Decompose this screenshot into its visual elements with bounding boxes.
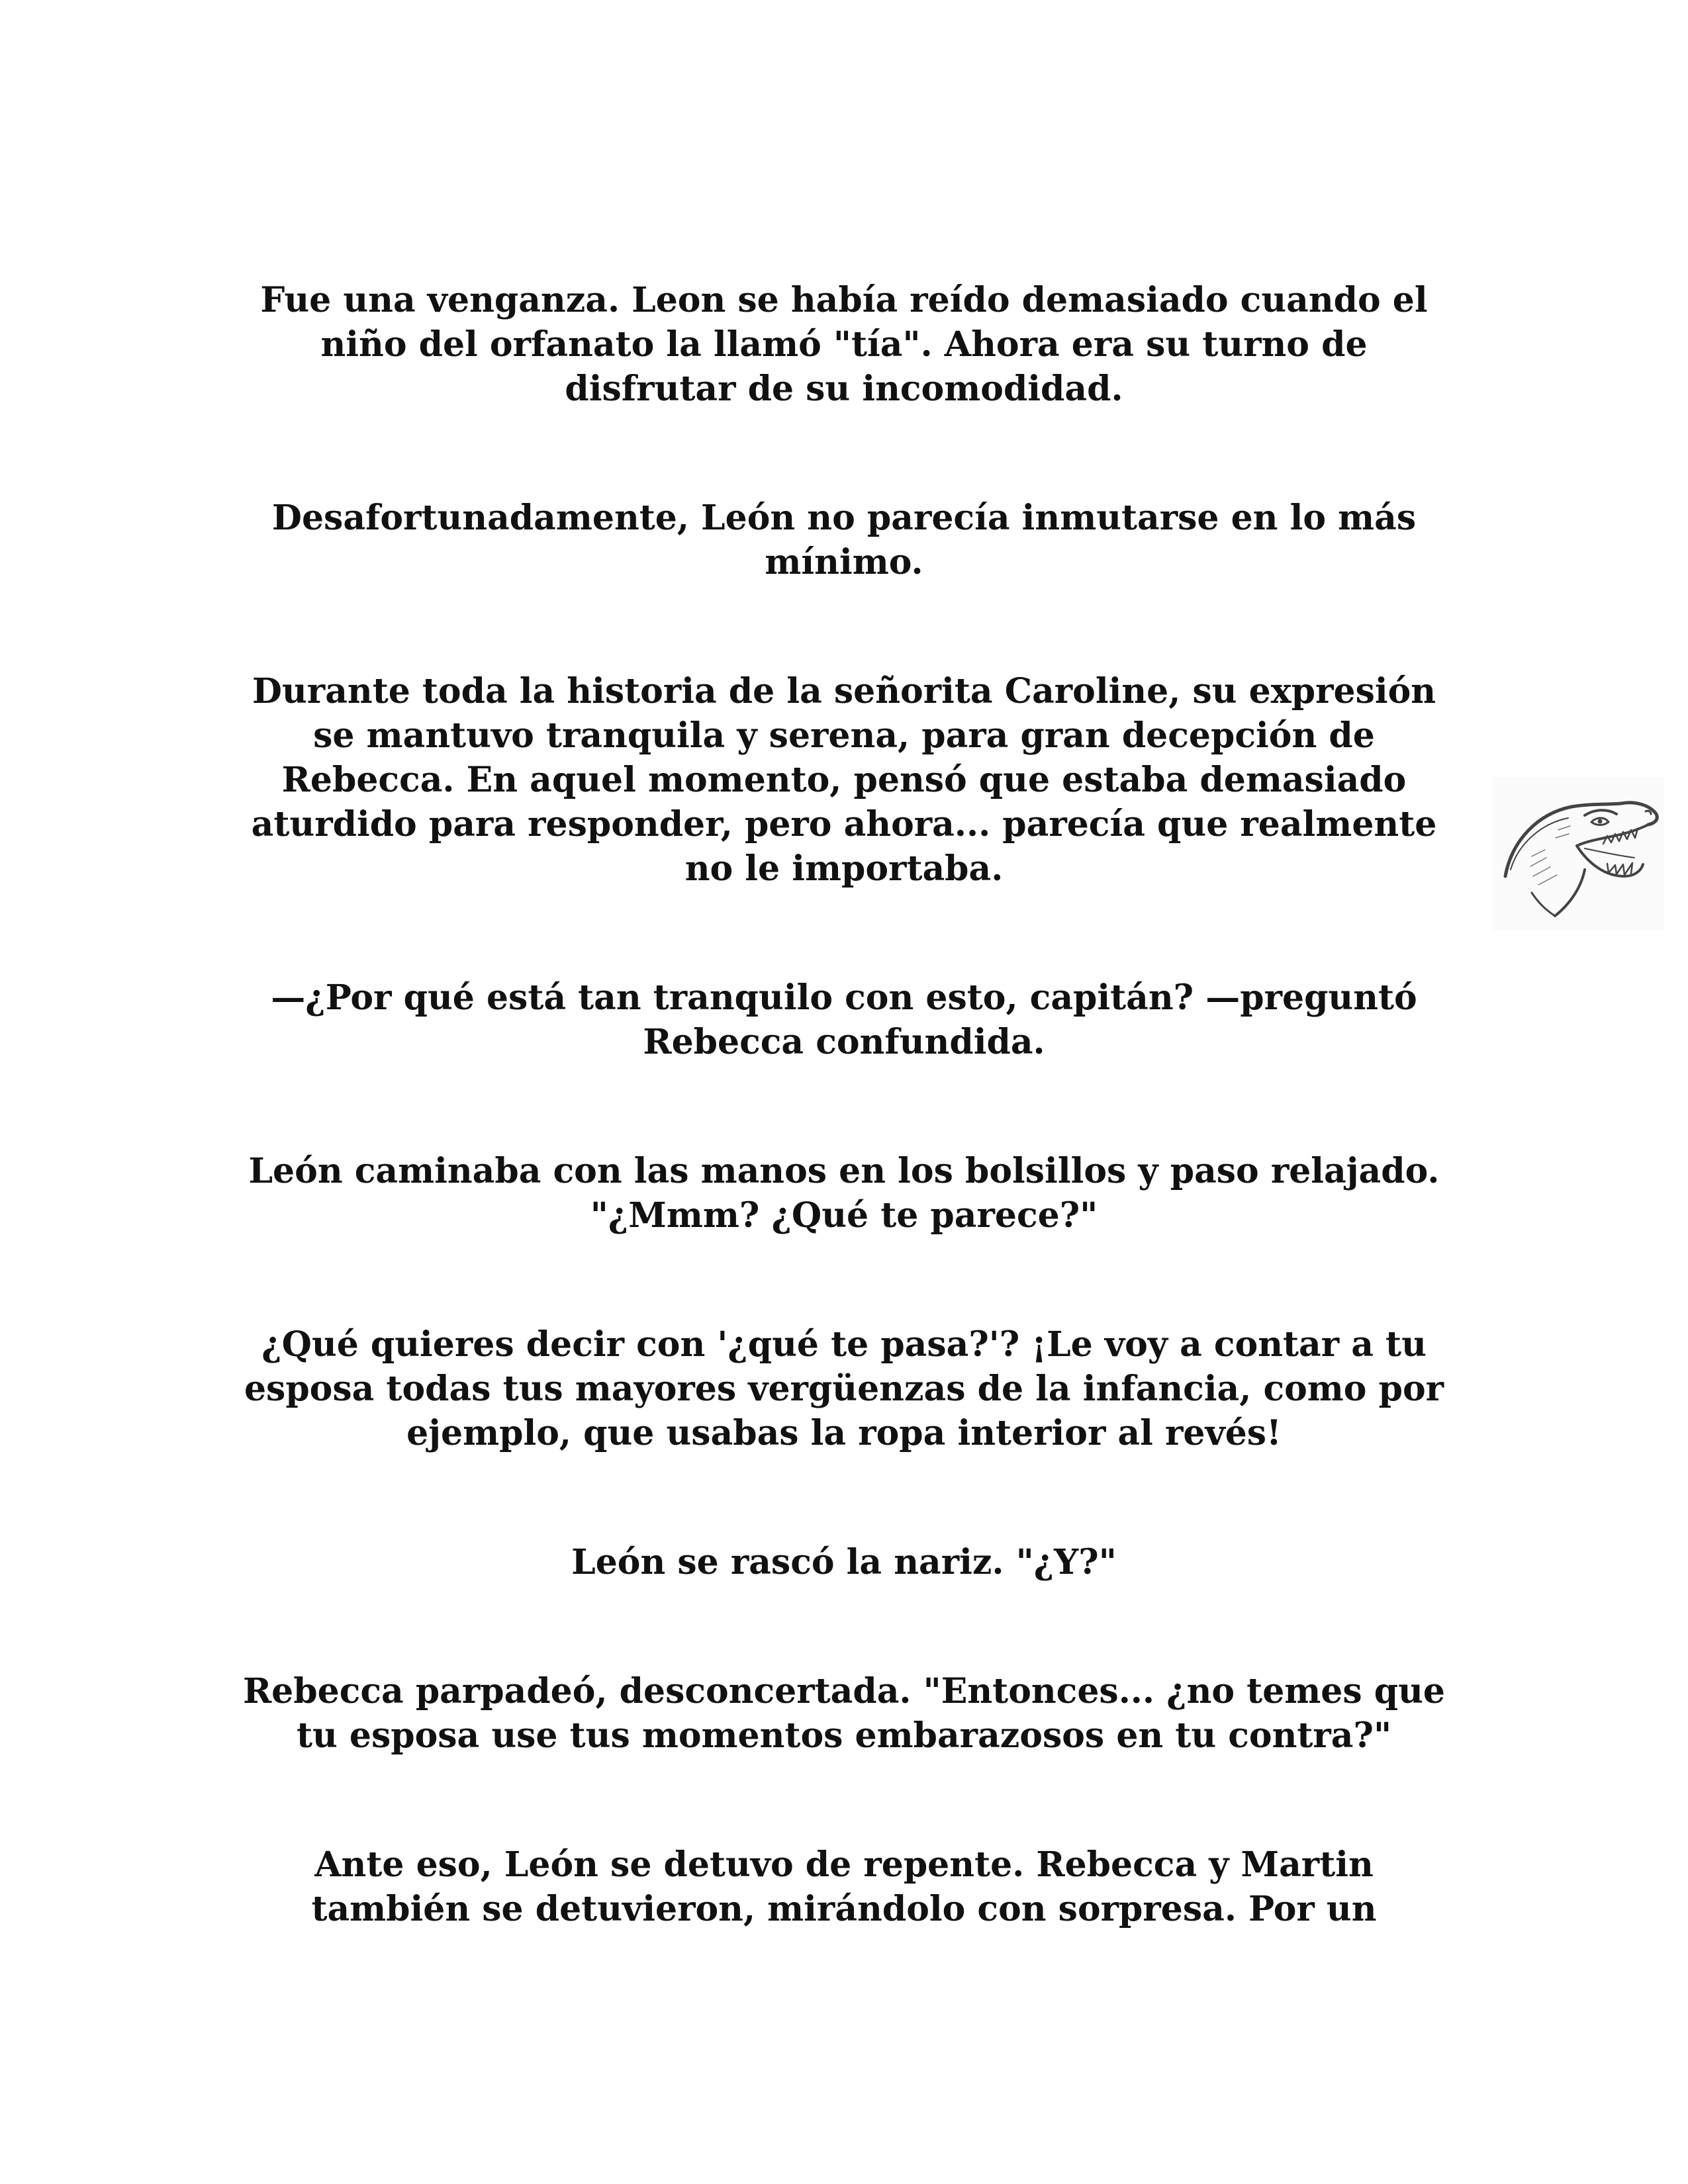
text-line: Rebecca parpadeó, desconcertada. "Entonces... ¿no temes que bbox=[242, 1671, 1446, 1711]
text-line: ejemplo, que usabas la ropa interior al revés! bbox=[406, 1413, 1282, 1453]
text-line: disfrutar de su incomodidad. bbox=[565, 369, 1123, 409]
text-line: ¿Qué quieres decir con '¿qué te pasa?'? ¡Le voy a contar a tu bbox=[261, 1324, 1427, 1365]
story-text bbox=[225, 278, 1463, 1931]
paragraph-gap bbox=[225, 891, 1463, 976]
text-line: Rebecca confundida. bbox=[643, 1022, 1045, 1062]
paragraph bbox=[225, 1669, 1463, 1758]
text-line: esposa todas tus mayores vergüenzas de la infancia, como por bbox=[244, 1369, 1444, 1409]
text-line: Desafortunadamente, León no parecía inmutarse en lo más bbox=[271, 498, 1417, 538]
text-line: —¿Por qué está tan tranquilo con esto, capitán? —preguntó bbox=[271, 978, 1417, 1018]
paragraph bbox=[225, 278, 1463, 411]
text-line: León caminaba con las manos en los bolsillos y paso relajado. bbox=[248, 1151, 1440, 1191]
dinosaur-head-sketch-icon bbox=[1492, 777, 1664, 931]
text-line: niño del orfanato la llamó "tía". Ahora era su turno de bbox=[320, 324, 1368, 365]
text-line: no le importaba. bbox=[684, 848, 1004, 889]
paragraph-gap bbox=[225, 411, 1463, 496]
text-line: "¿Mmm? ¿Qué te parece?" bbox=[590, 1195, 1098, 1236]
paragraph-gap bbox=[225, 584, 1463, 669]
text-line: Durante toda la historia de la señorita Caroline, su expresión bbox=[252, 671, 1436, 711]
text-line: se mantuvo tranquila y serena, para gran decepción de bbox=[313, 715, 1375, 756]
text-line: también se detuvieron, mirándolo con sorpresa. Por un bbox=[311, 1889, 1377, 1929]
paragraph bbox=[225, 976, 1463, 1064]
text-line: tu esposa use tus momentos embarazosos en tu contra?" bbox=[296, 1715, 1392, 1756]
paragraph bbox=[225, 1540, 1463, 1584]
text-line: mínimo. bbox=[765, 542, 923, 582]
paragraph-gap bbox=[225, 1584, 1463, 1669]
paragraph-gap bbox=[225, 1238, 1463, 1322]
paragraph bbox=[225, 1843, 1463, 1931]
paragraph-gap bbox=[225, 1455, 1463, 1540]
text-line: León se rascó la nariz. "¿Y?" bbox=[571, 1542, 1117, 1582]
paragraph-gap bbox=[225, 1758, 1463, 1843]
paragraph bbox=[225, 1149, 1463, 1238]
paragraph bbox=[225, 496, 1463, 584]
text-line: Fue una venganza. Leon se había reído demasiado cuando el bbox=[260, 280, 1428, 320]
text-line: aturdido para responder, pero ahora... parecía que realmente bbox=[251, 804, 1437, 844]
text-line: Ante eso, León se detuvo de repente. Rebecca y Martin bbox=[314, 1844, 1374, 1885]
paragraph-gap bbox=[225, 1064, 1463, 1149]
paragraph bbox=[225, 1322, 1463, 1455]
text-line: Rebecca. En aquel momento, pensó que estaba demasiado bbox=[281, 760, 1407, 800]
paragraph bbox=[225, 669, 1463, 891]
